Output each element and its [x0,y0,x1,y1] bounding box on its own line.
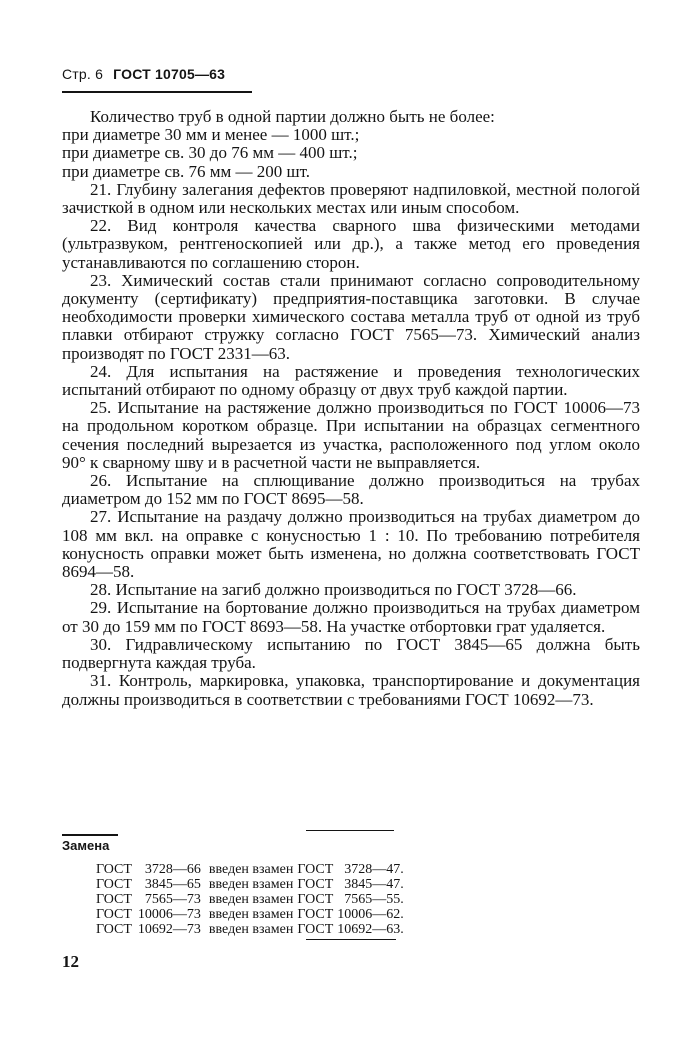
replacement-cell-num2: 10692—63. [337,922,404,937]
replacement-cell-gost2: ГОСТ [297,877,334,892]
replacement-cell-mid: введен взамен [208,907,294,922]
clause-21: 21. Глубину залегания дефектов проверяют надпиловкой, местной пологой зачисткой в одном или нескольких местах или иным способом. [62,179,640,218]
replacement-cell-num1: 7565—73 [144,892,201,907]
replacement-cell-num1: 3728—66 [144,862,201,877]
clause-25: 25. Испытание на растяжение должно производиться по ГОСТ 10006—73 на продольном коротком образце. При испытании на образцах сегментного сечения последний вырезается из участка, расположенного под углом около 90° к сварному шву и в расчетной части не выправляется. [62,398,640,472]
clause-29: 29. Испытание на бортование должно производиться на трубах диаметром от 30 до 159 мм по ГОСТ 8693—58. На участке отбортовки грат удаляется. [62,598,640,636]
batch-size-line-3: при диаметре св. 76 мм — 200 шт. [62,161,311,181]
replacement-cell-gost1: ГОСТ [96,907,132,922]
page-label: Стр. 6 [62,66,104,82]
replacement-cell-gost2: ГОСТ [297,922,334,937]
replacement-cell-gost1: ГОСТ [96,922,132,937]
replacement-row [96,907,404,922]
replacement-cell-num2: 7565—55. [344,892,404,907]
replacement-cell-num2: 3728—47. [344,862,404,877]
replacement-cell-num2: 3845—47. [344,877,404,892]
clause-30: 30. Гидравлическому испытанию по ГОСТ 3845—65 должна быть подвергнута каждая труба. [62,634,640,673]
batch-size-intro: Количество труб в одной партии должно быть не более: [90,107,495,126]
replacement-cell-gost1: ГОСТ [96,877,132,892]
replacement-cell-gost2: ГОСТ [297,892,334,907]
section-divider [306,830,394,831]
replacement-cell-num1: 3845—65 [144,877,201,892]
replacement-title: Замена [62,838,110,853]
page-header [62,66,252,82]
clause-26: 26. Испытание на сплющивание должно производиться на трубах диаметром до 152 мм по ГОСТ 8695—58. [62,471,640,509]
batch-size-line-1: при диаметре 30 мм и менее — 1000 шт.; [62,125,360,145]
replacement-cell-mid: введен взамен [208,862,294,877]
clause-23: 23. Химический состав стали принимают согласно сопроводительному документу (сертификату) предприятия-поставщика заготовки. В случае необходимости проверки химического состава металла труб от одной из труб плавки отбирают стружку согласно ГОСТ 7565—73. Химический анализ производят по ГОСТ 2331—63. [62,270,640,363]
replacement-cell-mid: введен взамен [208,922,294,937]
replacement-table [96,862,404,937]
standard-number: ГОСТ 10705—63 [113,66,226,82]
replacement-cell-num1: 10006—73 [137,907,201,922]
replacement-cell-num2: 10006—62. [337,907,404,922]
replacement-row [96,922,404,937]
replacement-cell-num1: 10692—73 [137,922,201,937]
replacement-title-rule [62,834,118,836]
replacement-row [96,877,404,892]
document-body [62,108,640,709]
replacement-row [96,892,404,907]
clause-22: 22. Вид контроля качества сварного шва физическими методами (ультразвуком, рентгеноскопией или др.), а также метод его проведения устанавливаются по соглашению сторон. [62,216,640,272]
replacement-cell-gost1: ГОСТ [96,862,132,877]
clause-24: 24. Для испытания на растяжение и проведения технологических испытаний отбирают по одному образцу от двух труб каждой партии. [62,361,640,400]
replacement-cell-gost2: ГОСТ [297,907,334,922]
replacement-cell-mid: введен взамен [208,877,294,892]
batch-size-line-2: при диаметре св. 30 до 76 мм — 400 шт.; [62,143,358,163]
clause-31: 31. Контроль, маркировка, упаковка, транспортирование и документация должны производиться в соответствии с требованиями ГОСТ 10692—73. [62,671,640,709]
header-rule [62,91,252,93]
replacement-cell-gost1: ГОСТ [96,892,132,907]
replacement-row [96,862,404,877]
replacement-cell-mid: введен взамен [208,892,294,907]
clause-27: 27. Испытание на раздачу должно производиться на трубах диаметром до 108 мм вкл. на оправке с конусностью 1 : 10. По требованию потребителя конусность оправки может быть изменена, но должна соответствовать ГОСТ 8694—58. [62,507,640,582]
bottom-divider [306,939,396,940]
replacement-cell-gost2: ГОСТ [297,862,334,877]
page-number: 12 [62,952,79,971]
clause-28: 28. Испытание на загиб должно производиться по ГОСТ 3728—66. [90,580,577,600]
